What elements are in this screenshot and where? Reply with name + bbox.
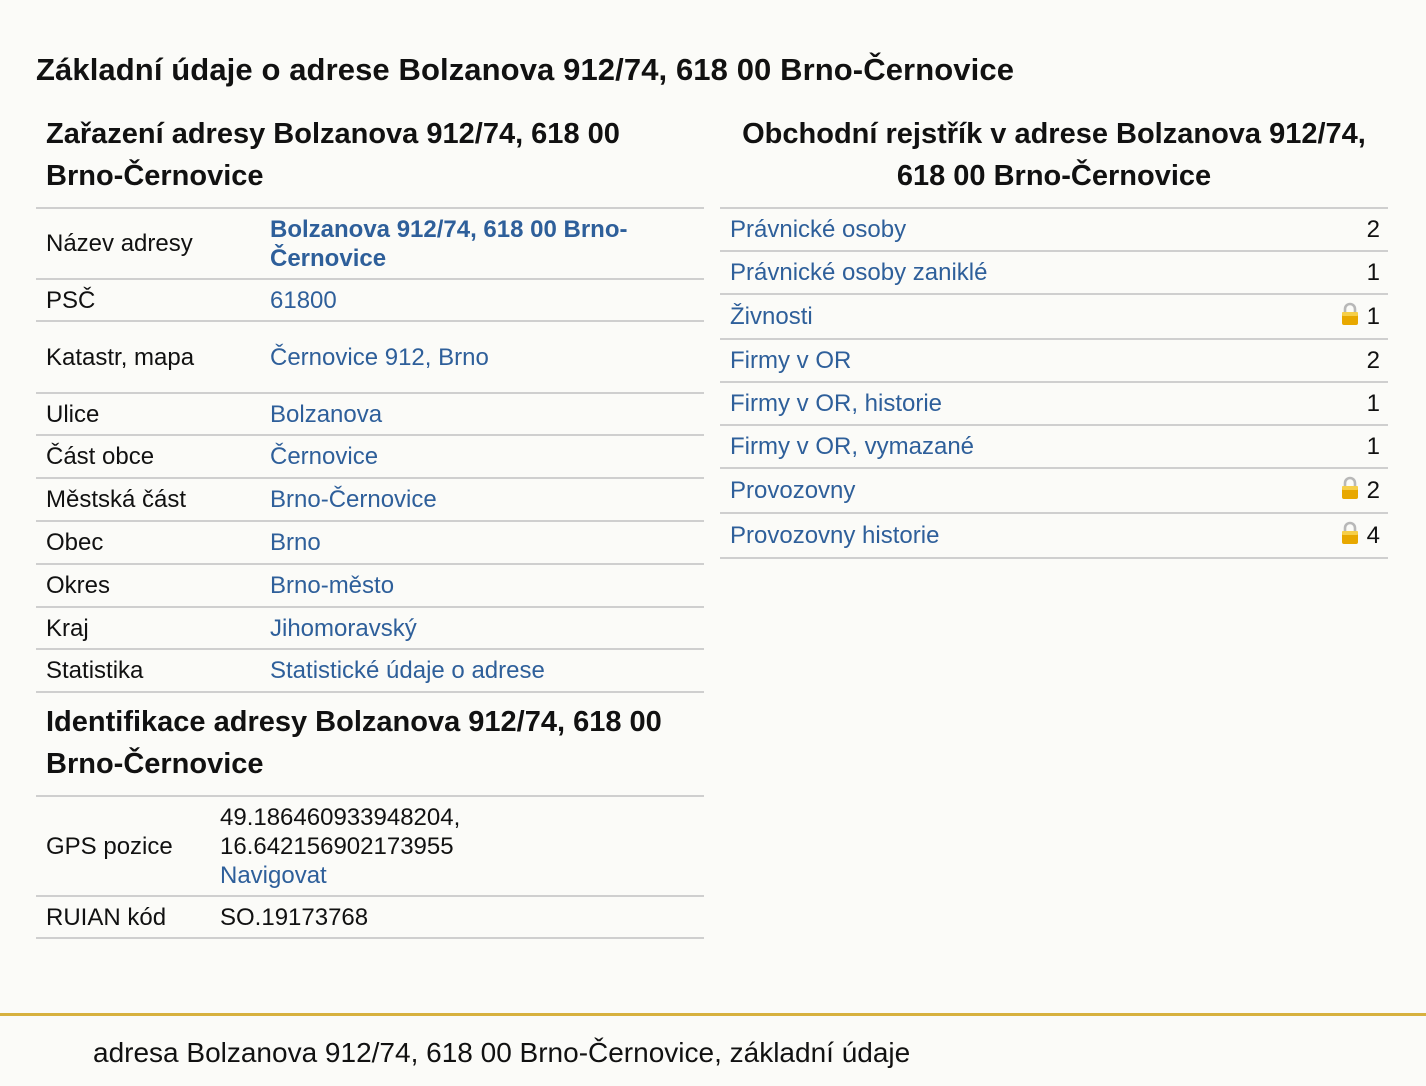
navigate-link[interactable]: Navigovat (220, 861, 327, 889)
table-row (36, 649, 704, 692)
identification-title: Identifikace adresy Bolzanova 912/74, 618 00 Brno-Černovice (36, 701, 704, 797)
register-count: 1 (1366, 303, 1380, 330)
ruian-value: SO.19173768 (220, 896, 704, 938)
row-label: Katastr, mapa (36, 321, 270, 393)
table-row (720, 251, 1388, 294)
table-row (720, 209, 1388, 251)
gps-longitude: 16.642156902173955 (220, 832, 454, 860)
padlock-icon (1340, 521, 1360, 545)
register-link[interactable]: Provozovny (730, 476, 856, 504)
municipality-link[interactable]: Brno (270, 529, 321, 556)
street-link[interactable]: Bolzanova (270, 400, 383, 428)
table-row (36, 435, 704, 478)
register-link[interactable]: Firmy v OR, historie (730, 389, 943, 417)
row-label: Okres (36, 564, 270, 607)
register-link[interactable]: Firmy v OR (730, 346, 852, 374)
statistics-link[interactable]: Statistické údaje o adrese (270, 657, 545, 684)
table-row (36, 564, 704, 607)
table-row (720, 382, 1388, 425)
business-register-table (720, 209, 1388, 559)
footer-divider (0, 1013, 1426, 1016)
classification-table (36, 209, 704, 693)
register-link[interactable]: Firmy v OR, vymazané (730, 432, 975, 460)
table-row (720, 294, 1388, 339)
postal-code-link[interactable]: 61800 (270, 286, 337, 314)
table-row (720, 339, 1388, 382)
row-label: Městská část (36, 478, 270, 521)
business-register-panel (720, 113, 1388, 559)
row-label: Obec (36, 521, 270, 564)
row-label: Ulice (36, 393, 270, 435)
municipality-part-link[interactable]: Černovice (270, 443, 379, 470)
classification-title: Zařazení adresy Bolzanova 912/74, 618 00 Brno-Černovice (36, 113, 704, 209)
register-link[interactable]: Provozovny historie (730, 521, 940, 549)
register-count: 4 (1366, 522, 1380, 549)
register-link[interactable]: Právnické osoby zaniklé (730, 258, 988, 286)
register-count: 1 (1366, 258, 1380, 286)
register-link[interactable]: Živnosti (730, 302, 813, 330)
row-label: Část obce (36, 435, 270, 478)
table-row (36, 797, 704, 896)
table-row (720, 468, 1388, 513)
row-label: PSČ (36, 279, 270, 321)
business-register-title: Obchodní rejstřík v adrese Bolzanova 912/74, 618 00 Brno-Černovice (720, 113, 1388, 209)
padlock-icon (1340, 476, 1360, 500)
ruian-label: RUIAN kód (36, 896, 220, 938)
address-name-link[interactable]: Bolzanova 912/74, 618 00 Brno-Černovice (270, 215, 628, 272)
address-classification-panel (36, 113, 704, 939)
gps-latitude: 49.186460933948204, (220, 803, 461, 831)
row-label: Statistika (36, 649, 270, 692)
register-count: 1 (1366, 432, 1380, 460)
gps-label: GPS pozice (36, 797, 220, 896)
padlock-icon (1340, 302, 1360, 326)
city-district-link[interactable]: Brno-Černovice (270, 486, 437, 513)
footer-text: adresa Bolzanova 912/74, 618 00 Brno-Černovice, základní údaje (93, 1037, 911, 1068)
table-row (36, 478, 704, 521)
table-row (720, 513, 1388, 558)
table-row (36, 279, 704, 321)
page-title: Základní údaje o adrese Bolzanova 912/74, 618 00 Brno-Černovice (36, 52, 1015, 87)
cadastre-map-link[interactable]: Černovice 912, Brno (270, 343, 489, 371)
table-row (36, 896, 704, 938)
register-count: 1 (1366, 389, 1380, 417)
register-link[interactable]: Právnické osoby (730, 215, 907, 243)
row-label: Název adresy (36, 209, 270, 279)
region-link[interactable]: Jihomoravský (270, 614, 417, 642)
table-row (36, 321, 704, 393)
table-row (720, 425, 1388, 468)
identification-table (36, 797, 704, 939)
register-count: 2 (1366, 477, 1380, 504)
table-row (36, 393, 704, 435)
register-count: 2 (1366, 346, 1380, 374)
district-link[interactable]: Brno-město (270, 572, 395, 599)
table-row (36, 607, 704, 649)
table-row (36, 209, 704, 279)
row-label: Kraj (36, 607, 270, 649)
table-row (36, 521, 704, 564)
register-count: 2 (1366, 215, 1380, 243)
